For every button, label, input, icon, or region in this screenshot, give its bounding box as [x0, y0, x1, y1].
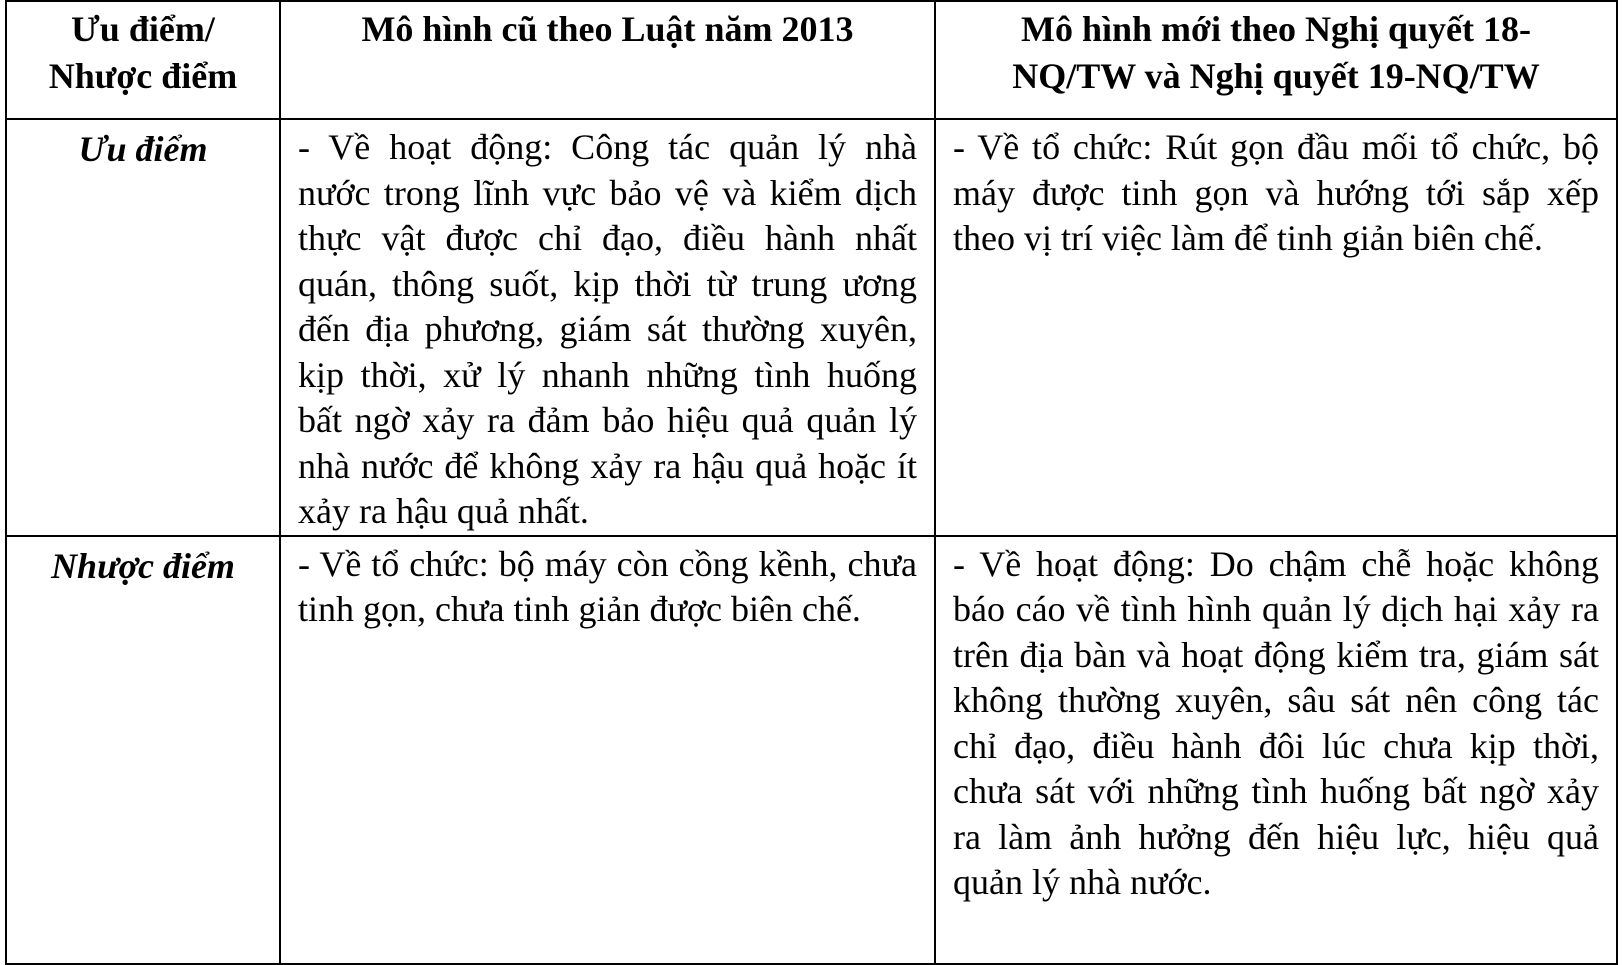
header-cell-old-model — [280, 1, 935, 119]
header-new-model-line2: NQ/TW và Nghị quyết 19-NQ/TW — [1012, 56, 1540, 96]
cell-pros-new-model — [935, 119, 1617, 536]
comparison-table — [5, 0, 1618, 965]
header-old-model: Mô hình cũ theo Luật năm 2013 — [361, 9, 854, 49]
header-pros-cons-line2: Nhược điểm — [48, 56, 238, 96]
cell-cons-new-model — [935, 536, 1617, 964]
table-row-pros — [6, 119, 1617, 536]
cell-cons-old-model-text: - Về tổ chức: bộ máy còn cồng kềnh, chưa tinh gọn, chưa tinh giản được biên chế. — [298, 543, 917, 629]
header-row — [6, 1, 1617, 119]
header-cell-pros-cons — [6, 1, 280, 119]
row-label-pros-text: Ưu điểm — [78, 129, 208, 169]
cell-cons-old-model — [280, 536, 935, 964]
row-label-pros — [6, 119, 280, 536]
cell-cons-new-model-text: - Về hoạt động: Do chậm chễ hoặc không báo cáo về tình hình quản lý dịch hại xảy ra trên địa bàn và hoạt động kiểm tra, giám sát không thường xuyên, sâu sát nên công tác chỉ đạo, điều hành đôi lúc chưa kịp thời, chưa sát với những tình huống bất ngờ xảy ra làm ảnh hưởng đến hiệu lực, hiệu quả quản lý nhà nước. — [953, 543, 1599, 902]
header-pros-cons-line1: Ưu điểm/ — [71, 9, 215, 49]
header-new-model-line1: Mô hình mới theo Nghị quyết 18- — [1021, 9, 1531, 49]
cell-pros-new-model-text: - Về tổ chức: Rút gọn đầu mối tổ chức, bộ máy được tinh gọn và hướng tới sắp xếp theo vị trí việc làm để tinh giản biên chế. — [953, 127, 1599, 258]
cell-pros-old-model — [280, 119, 935, 536]
header-cell-new-model — [935, 1, 1617, 119]
row-label-cons — [6, 536, 280, 964]
table-row-cons — [6, 536, 1617, 964]
cell-pros-old-model-text: - Về hoạt động: Công tác quản lý nhà nước trong lĩnh vực bảo vệ và kiểm dịch thực vật được chỉ đạo, điều hành nhất quán, thông suốt, kịp thời từ trung ương đến địa phương, giám sát thường xuyên, kịp thời, xử lý nhanh những tình huống bất ngờ xảy ra đảm bảo hiệu quả quản lý nhà nước để không xảy ra hậu quả hoặc ít xảy ra hậu quả nhất. — [298, 127, 917, 531]
row-label-cons-text: Nhược điểm — [51, 545, 235, 586]
